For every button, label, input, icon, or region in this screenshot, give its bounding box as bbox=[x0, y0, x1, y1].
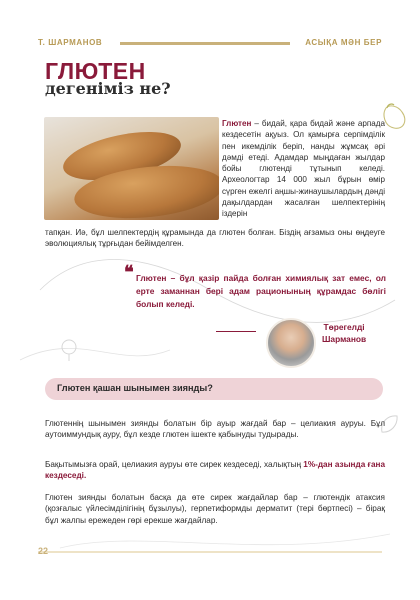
quote-mark-icon: ❝ bbox=[124, 262, 134, 282]
highlight-text: 1%-дан азында ғана кездеседі. bbox=[45, 460, 386, 481]
intro-paragraph-continued: тапқан. Иә, бұл шелпектердің құрамында да глютен болған. Біздің ағзамыз оны өңдеуге эволюциялық тұрғыдан бейімделген. bbox=[45, 228, 385, 249]
section-heading-bar bbox=[45, 378, 383, 400]
page-header bbox=[38, 38, 382, 52]
author-avatar bbox=[266, 318, 316, 368]
intro-term: Глютен bbox=[222, 119, 252, 128]
pull-quote: Глютен – бұл қазір пайда болған химиялық зат емес, ол ерте заманнан бері адам рационының құрамдас бөлігі болып келеді. bbox=[136, 273, 386, 309]
broccoli-doodle-icon bbox=[58, 338, 80, 362]
quote-author bbox=[322, 321, 366, 345]
body-paragraph: Глютен зиянды болатын басқа да өте сирек жағдайлар бар – глютендік атаксия (қозғалыс үйлесімділігінің бұзылуы), герпетиформды дерматит (тері бөртпесі) – бірақ бұл жалпы ережеден гөрі ерекше жағдайлар. bbox=[45, 493, 385, 525]
page-number: 22 bbox=[38, 546, 49, 556]
footer-divider bbox=[38, 551, 382, 553]
intro-text: – бидай, қара бидай және арпада кездесетін ақуыз. Ол қамырға серпімділік пен икемділік беріп, нанды жұмсақ әрі дәмді етеді. Адамдар мыңдаған жылдар бойы глютенді тұтынып келеді. Археологтар 14 000 жыл бұрын өмір сүрген ежелгі аңшы-жинаушылардың дәнді дақылдардан жасалған шелпектерінің іздерін bbox=[222, 119, 385, 219]
intro-paragraph bbox=[222, 118, 385, 220]
section-title: Глютен қашан шынымен зиянды? bbox=[57, 383, 213, 393]
page-title: ГЛЮТЕН bbox=[45, 58, 146, 84]
author-last-name: Шарманов bbox=[322, 334, 367, 344]
author-first-name: Төрегелді bbox=[323, 322, 365, 332]
book-title-header: АСЫҚА МӘН БЕР bbox=[305, 38, 382, 47]
paragraph-text: Бақытымызға орай, целиакия ауруы өте сирек кездеседі, халықтың bbox=[45, 460, 304, 469]
bread-photo bbox=[44, 117, 219, 220]
header-divider bbox=[120, 42, 290, 45]
quote-divider bbox=[216, 331, 256, 332]
page-subtitle: дегеніміз не? bbox=[45, 79, 171, 98]
author-header: Т. ШАРМАНОВ bbox=[38, 38, 103, 47]
body-paragraph: Глютеннің шынымен зиянды болатын бір ауыр жағдай бар – целиакия ауруы. Бұл аутоиммундық ауру, бұл кезде глютен ішекте қабынуды тудырады. bbox=[45, 419, 385, 440]
body-paragraph bbox=[45, 459, 385, 482]
